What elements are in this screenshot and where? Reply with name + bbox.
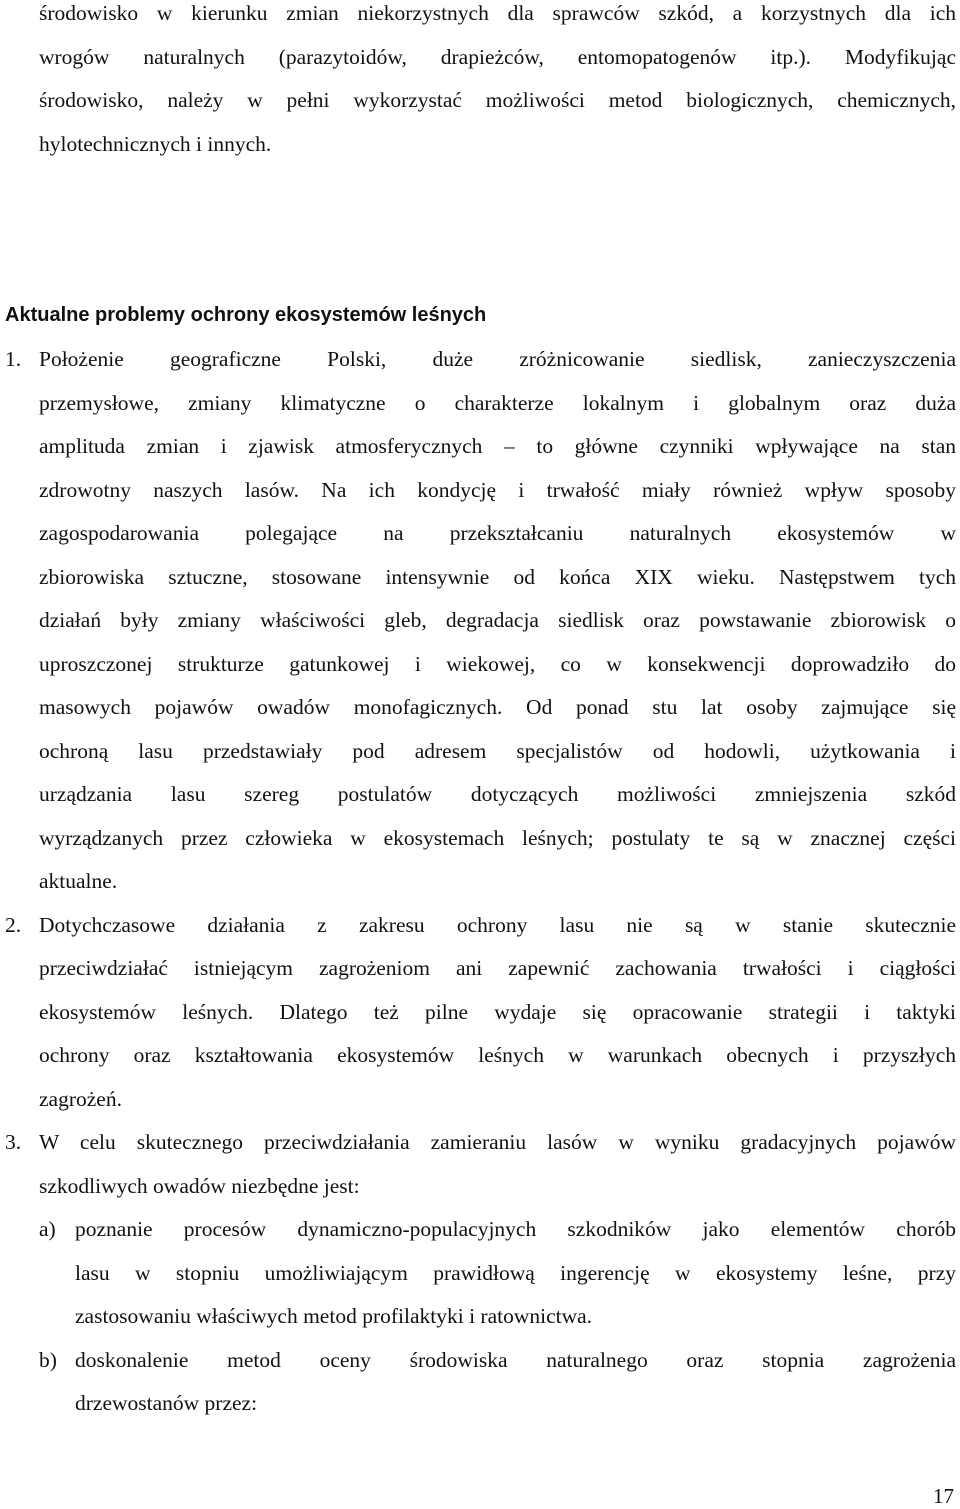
text-line: przeciwdziałać istniejącym zagrożeniom ani zapewnić zachowania trwałości i ciągłości xyxy=(39,956,956,980)
text-line: wrogów naturalnych (parazytoidów, drapieżców, entomopatogenów itp.). Modyfikując xyxy=(39,44,956,69)
text-line: drzewostanów przez: xyxy=(75,1391,258,1415)
text-line: ekosystemów leśnych. Dlatego też pilne wydaje się opracowanie strategii i taktyki xyxy=(39,999,956,1024)
text-line: aktualne. xyxy=(39,869,118,893)
text-line: ochrony oraz kształtowania ekosystemów leśnych w warunkach obecnych i przyszłych xyxy=(39,1043,956,1067)
text-line: hylotechnicznych i innych. xyxy=(39,131,272,156)
text-line: lasu w stopniu umożliwiającym prawidłową ingerencję w ekosystemy leśne, przy xyxy=(75,1260,956,1285)
text-line: masowych pojawów owadów monofagicznych. Od ponad stu lat osoby zajmujące się xyxy=(39,695,956,719)
list-marker: 3. xyxy=(5,1130,22,1154)
text-line: zagospodarowania polegające na przekształcaniu naturalnych ekosystemów w xyxy=(39,521,956,545)
page-number: 17 xyxy=(933,1484,954,1508)
section-heading: Aktualne problemy ochrony ekosystemów leśnych xyxy=(5,304,487,326)
list-marker: 1. xyxy=(5,347,22,371)
text-line: Położenie geograficzne Polski, duże zróżnicowanie siedlisk, zanieczyszczenia xyxy=(39,347,956,371)
list-marker: a) xyxy=(39,1217,56,1241)
text-line: doskonalenie metod oceny środowiska naturalnego oraz stopnia zagrożenia xyxy=(75,1347,956,1372)
text-line: wyrządzanych przez człowieka w ekosystemach leśnych; postulaty te są w znacznej części xyxy=(39,825,956,850)
text-line: zdrowotny naszych lasów. Na ich kondycję i trwałość miały również wpływ sposoby xyxy=(39,477,956,502)
text-line: amplituda zmian i zjawisk atmosferycznych – to główne czynniki wpływające na stan xyxy=(39,434,956,458)
text-line: środowisko w kierunku zmian niekorzystnych dla sprawców szkód, a korzystnych dla ich xyxy=(39,1,956,25)
list-marker: b) xyxy=(39,1347,57,1372)
text-line: szkodliwych owadów niezbędne jest: xyxy=(39,1173,360,1198)
text-line: ochroną lasu przedstawiały pod adresem specjalistów od hodowli, użytkowania i xyxy=(39,738,956,763)
text-line: poznanie procesów dynamiczno-populacyjnych szkodników jako elementów chorób xyxy=(75,1217,956,1241)
text-line: urządzania lasu szereg postulatów dotyczących możliwości zmniejszenia szkód xyxy=(39,782,956,806)
text-line: uproszczonej strukturze gatunkowej i wiekowej, co w konsekwencji doprowadziło do xyxy=(39,651,956,676)
text-line: działań były zmiany właściwości gleb, degradacja siedlisk oraz powstawanie zbiorowisk o xyxy=(39,608,956,632)
text-line: Dotychczasowe działania z zakresu ochrony lasu nie są w stanie skutecznie xyxy=(39,912,956,937)
text-line: środowisko, należy w pełni wykorzystać możliwości metod biologicznych, chemicznych, xyxy=(39,88,956,112)
text-line: W celu skutecznego przeciwdziałania zamieraniu lasów w wyniku gradacyjnych pojawów xyxy=(39,1130,956,1154)
list-marker: 2. xyxy=(5,912,22,937)
text-line: zbiorowiska sztuczne, stosowane intensywnie od końca XIX wieku. Następstwem tych xyxy=(39,564,956,589)
text-line: przemysłowe, zmiany klimatyczne o charakterze lokalnym i globalnym oraz duża xyxy=(39,390,956,415)
text-line: zagrożeń. xyxy=(39,1086,122,1111)
text-line: zastosowaniu właściwych metod profilaktyki i ratownictwa. xyxy=(75,1304,593,1328)
